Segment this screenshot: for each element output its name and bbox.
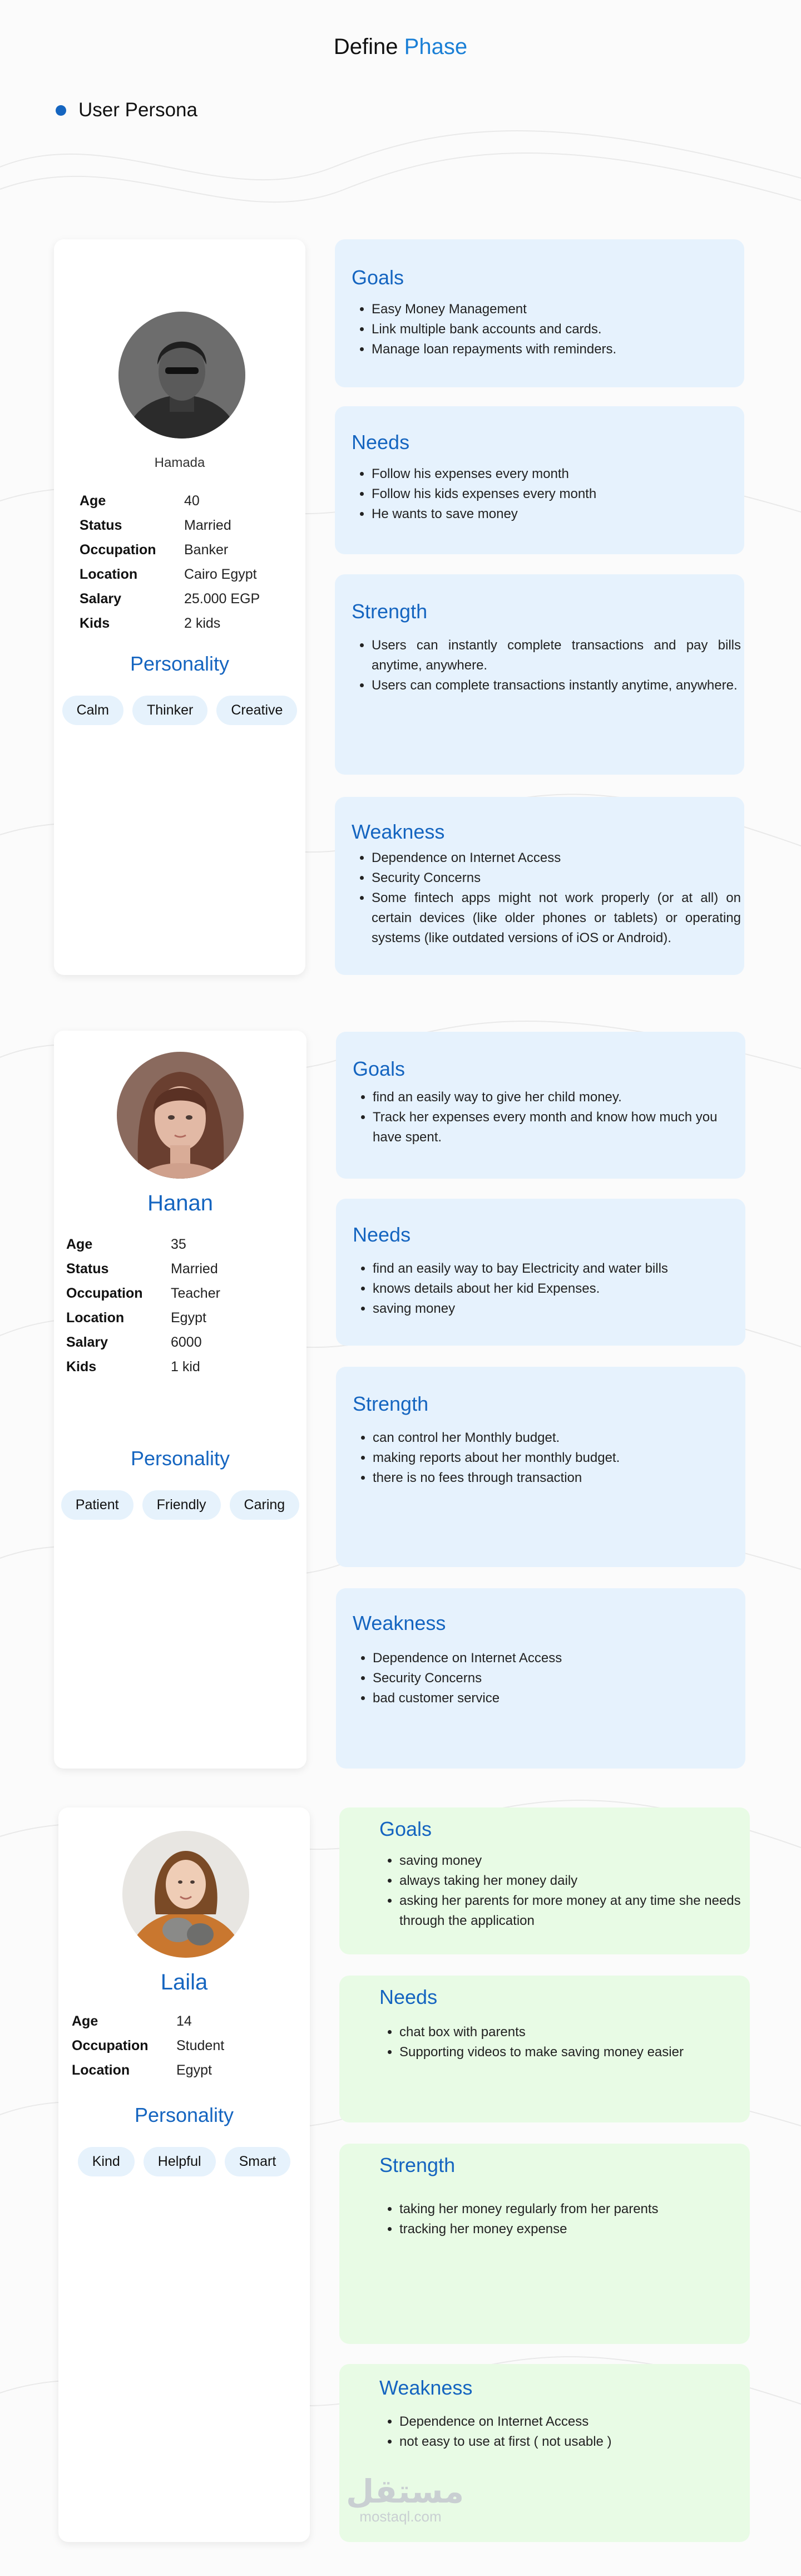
needs-card (336, 1199, 745, 1346)
trait-chip: Caring (230, 1490, 300, 1520)
trait-chip: Smart (225, 2147, 291, 2176)
trait-chip: Helpful (144, 2147, 216, 2176)
list-item: • there is no fees through transaction (373, 1468, 744, 1488)
person-photo-icon (122, 1831, 249, 1958)
list-item: • Track her expenses every month and know how much you have spent. (373, 1107, 744, 1147)
info-row-occupation: Occupation Student (72, 2037, 225, 2053)
list-item: • find an easily way to give her child money. (373, 1087, 744, 1107)
trait-chip: Creative (216, 696, 297, 725)
list-item: • chat box with parents (399, 2022, 711, 2042)
personality-title: Personality (134, 2104, 234, 2126)
card-title: Goals (352, 266, 404, 289)
card-list (383, 1851, 751, 1931)
list-item: • Manage loan repayments with reminders. (372, 339, 739, 359)
list-item: • bad customer service (373, 1688, 744, 1708)
info-row-location: Location Cairo Egypt (80, 566, 257, 582)
bullet-dot-icon (56, 105, 66, 116)
section-label-text: User Persona (78, 99, 197, 121)
list-item: • He wants to save money (372, 504, 739, 524)
persona-profile-card (54, 1031, 306, 1769)
personality-traits (54, 1490, 306, 1520)
list-item: • Users can instantly complete transactions and pay bills anytime, anywhere. (372, 636, 741, 676)
card-list (356, 1428, 744, 1488)
section-label (56, 99, 197, 121)
trait-chip: Friendly (142, 1490, 221, 1520)
persona-name: Laila (160, 1970, 208, 1994)
strength-card (336, 1367, 745, 1567)
info-row-age: Age 40 (80, 492, 200, 509)
mostaql-watermark (346, 2472, 464, 2525)
info-row-age: Age 14 (72, 2013, 192, 2029)
list-item: • Dependence on Internet Access (399, 2412, 751, 2432)
goals-card (336, 1032, 745, 1179)
watermark-arabic: مستقل (346, 2472, 464, 2510)
card-title: Needs (352, 431, 410, 454)
card-title: Strength (379, 2154, 456, 2176)
list-item: • taking her money regularly from her parents (399, 2199, 751, 2219)
card-list (356, 1087, 744, 1147)
card-title: Weakness (353, 1612, 446, 1634)
trait-chip: Calm (62, 696, 123, 725)
card-title: Goals (379, 1818, 432, 1840)
list-item: • Security Concerns (373, 1668, 744, 1688)
title-main: Define (333, 35, 398, 59)
goals-card (339, 1807, 750, 1954)
persona-info-list (66, 1232, 220, 1379)
list-item: • Security Concerns (372, 868, 741, 888)
list-item: • Supporting videos to make saving money easier (399, 2042, 711, 2062)
list-item: • find an easily way to bay Electricity and water bills (373, 1259, 744, 1279)
title-accent: Phase (404, 35, 468, 59)
persona-name: Hanan (147, 1191, 213, 1215)
card-title: Strength (353, 1392, 429, 1415)
card-list (355, 636, 741, 696)
card-list (356, 1259, 744, 1319)
list-item: • Dependence on Internet Access (373, 1648, 744, 1668)
persona-info-list (80, 489, 260, 636)
info-row-kids: Kids 2 kids (80, 615, 221, 631)
persona-profile-card (58, 1807, 310, 2542)
weakness-card (336, 1588, 745, 1769)
info-row-salary: Salary 25.000 EGP (80, 590, 260, 607)
avatar (117, 1052, 244, 1179)
info-row-salary: Salary 6000 (66, 1334, 202, 1350)
list-item: • tracking her money expense (399, 2219, 751, 2239)
avatar (122, 1831, 249, 1958)
avatar (118, 312, 245, 439)
info-row-age: Age 35 (66, 1236, 186, 1252)
info-row-location: Location Egypt (72, 2062, 212, 2078)
needs-card (339, 1976, 750, 2122)
list-item: • Easy Money Management (372, 299, 739, 319)
trait-chip: Patient (61, 1490, 134, 1520)
personality-title: Personality (130, 652, 230, 675)
trait-chip: Thinker (132, 696, 207, 725)
card-title: Needs (379, 1986, 438, 2008)
trait-chip: Kind (78, 2147, 135, 2176)
personality-traits (54, 696, 305, 725)
card-list (383, 2412, 751, 2452)
watermark-latin: mostaql.com (359, 2508, 442, 2525)
card-list (383, 2199, 751, 2239)
card-list (355, 464, 739, 524)
info-row-occupation: Occupation Teacher (66, 1285, 220, 1301)
personality-title: Personality (130, 1447, 230, 1470)
list-item: • Link multiple bank accounts and cards. (372, 319, 739, 339)
info-row-location: Location Egypt (66, 1309, 206, 1326)
info-row-kids: Kids 1 kid (66, 1358, 200, 1375)
list-item: • Users can complete transactions instantly anytime, anywhere. (372, 676, 741, 696)
card-title: Weakness (352, 820, 445, 843)
card-title: Strength (352, 600, 428, 623)
list-item: • Follow his expenses every month (372, 464, 739, 484)
card-list (356, 1648, 744, 1708)
card-list (355, 299, 739, 359)
list-item: • always taking her money daily (399, 1871, 751, 1891)
list-item: • knows details about her kid Expenses. (373, 1279, 744, 1299)
card-title: Needs (353, 1223, 411, 1246)
card-title: Weakness (379, 2376, 473, 2399)
strength-card (335, 574, 744, 775)
page-title (0, 35, 801, 60)
list-item: • Dependence on Internet Access (372, 848, 741, 868)
info-row-status: Status Married (80, 517, 231, 533)
list-item: • can control her Monthly budget. (373, 1428, 744, 1448)
personality-traits (58, 2147, 310, 2176)
persona-profile-card (54, 239, 305, 975)
list-item: • making reports about her monthly budget. (373, 1448, 744, 1468)
goals-card (335, 239, 744, 387)
list-item: • asking her parents for more money at any time she needs through the application (399, 1891, 751, 1931)
list-item: • Follow his kids expenses every month (372, 484, 739, 504)
list-item: • not easy to use at first ( not usable ) (399, 2432, 751, 2452)
info-row-occupation: Occupation Banker (80, 541, 229, 558)
list-item: • saving money (373, 1299, 744, 1319)
strength-card (339, 2144, 750, 2344)
person-photo-icon (117, 1052, 244, 1179)
person-photo-icon (118, 312, 245, 439)
weakness-card (335, 797, 744, 975)
list-item: • saving money (399, 1851, 751, 1871)
needs-card (335, 406, 744, 554)
persona-name: Hamada (154, 455, 205, 470)
persona-info-list (72, 2009, 224, 2082)
info-row-status: Status Married (66, 1260, 218, 1277)
list-item: • Some fintech apps might not work properly (or at all) on certain devices (like older phones or tablets) or operating systems (like outdated versions of iOS or Android). (372, 888, 741, 948)
card-list (383, 2022, 711, 2062)
card-title: Goals (353, 1057, 406, 1080)
card-list (355, 848, 741, 948)
